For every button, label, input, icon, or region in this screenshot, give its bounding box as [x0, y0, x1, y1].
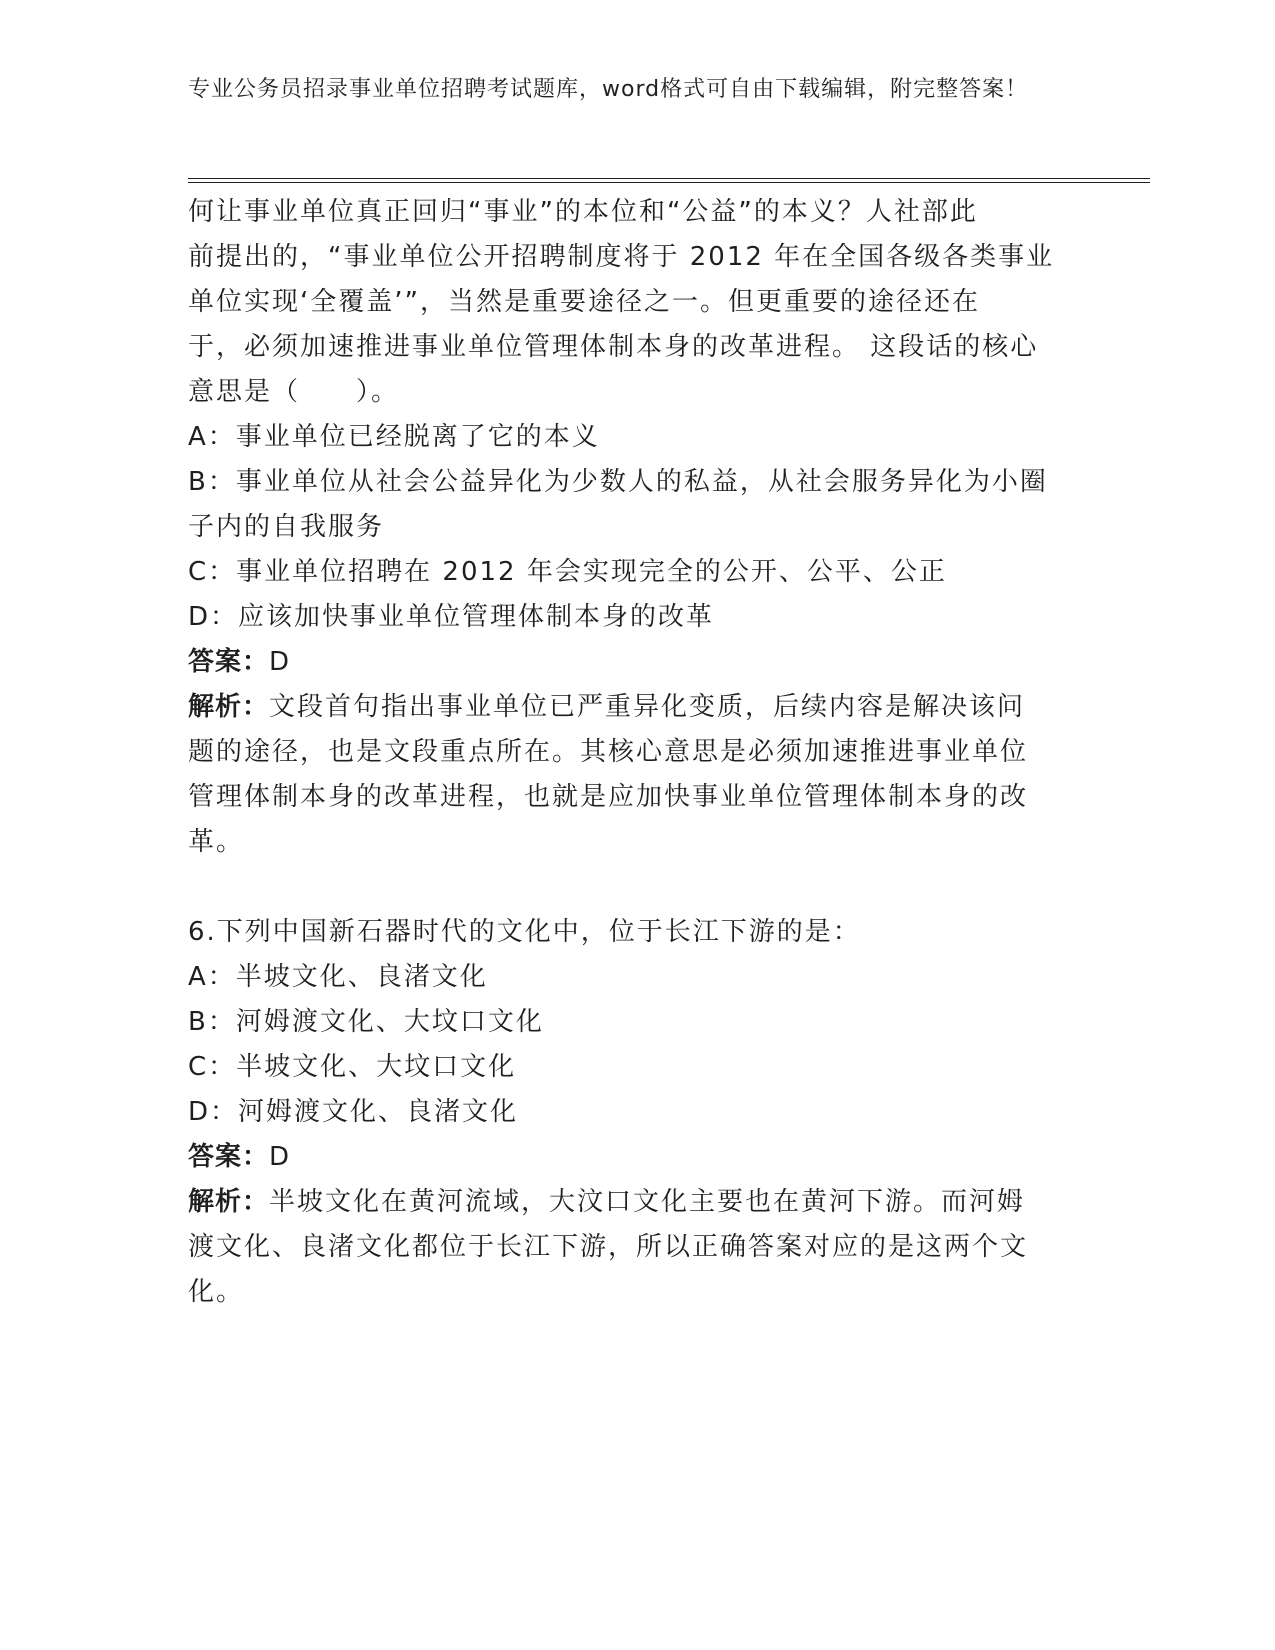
analysis-line: 化。 [188, 1277, 245, 1307]
analysis-text: 半坡文化在黄河流域，大汶口文化主要也在黄河下游。而河姆 [269, 1187, 1026, 1217]
analysis-row [188, 685, 1068, 730]
option-b: B：河姆渡文化、大坟口文化 [188, 1007, 544, 1037]
question-stem-line: 于，必须加速推进事业单位管理体制本身的改革进程。 这段话的核心 [188, 332, 1039, 362]
answer-label: 答案： [188, 1142, 270, 1172]
option-d: D：河姆渡文化、良渚文化 [188, 1097, 519, 1127]
option-c: C：半坡文化、大坟口文化 [188, 1052, 517, 1082]
option-b: B：事业单位从社会公益异化为少数人的私益，从社会服务异化为小圈 [188, 467, 1048, 497]
option-c: C：事业单位招聘在 2012 年会实现完全的公开、公平、公正 [188, 557, 947, 587]
header-divider [188, 178, 1150, 183]
question-stem-line: 何让事业单位真正回归“事业”的本位和“公益”的本义？人社部此 [188, 197, 978, 227]
analysis-line: 题的途径，也是文段重点所在。其核心意思是必须加速推进事业单位 [188, 737, 1029, 767]
question-stem-line: 前提出的，“事业单位公开招聘制度将于 2012 年在全国各级各类事业 [188, 242, 1055, 272]
analysis-row [188, 1180, 1068, 1225]
question-6 [188, 910, 1068, 1315]
section-gap [188, 865, 1068, 910]
answer-label: 答案： [188, 647, 270, 677]
question-stem-line: 意思是（ ）。 [188, 377, 400, 407]
analysis-line: 革。 [188, 827, 245, 857]
option-d: D：应该加快事业单位管理体制本身的改革 [188, 602, 715, 632]
analysis-label: 解析： [188, 692, 270, 722]
option-b-continued: 子内的自我服务 [188, 512, 385, 542]
question-stem: 6.下列中国新石器时代的文化中，位于长江下游的是： [188, 917, 861, 947]
option-a: A：半坡文化、良渚文化 [188, 962, 488, 992]
answer-value: D [269, 647, 292, 677]
page-content [188, 190, 1068, 1315]
analysis-line: 渡文化、良渚文化都位于长江下游，所以正确答案对应的是这两个文 [188, 1232, 1029, 1262]
option-a: A：事业单位已经脱离了它的本义 [188, 422, 600, 452]
question-stem-line: 单位实现‘全覆盖’”，当然是重要途径之一。但更重要的途径还在 [188, 287, 980, 317]
answer-row [188, 640, 1068, 685]
question-5 [188, 190, 1068, 865]
answer-value: D [269, 1142, 292, 1172]
analysis-label: 解析： [188, 1187, 270, 1217]
analysis-text: 文段首句指出事业单位已严重异化变质，后续内容是解决该问 [269, 692, 1026, 722]
answer-row [188, 1135, 1068, 1180]
analysis-line: 管理体制本身的改革进程，也就是应加快事业单位管理体制本身的改 [188, 782, 1029, 812]
page-header: 专业公务员招录事业单位招聘考试题库，word格式可自由下载编辑，附完整答案！ [188, 77, 1029, 102]
